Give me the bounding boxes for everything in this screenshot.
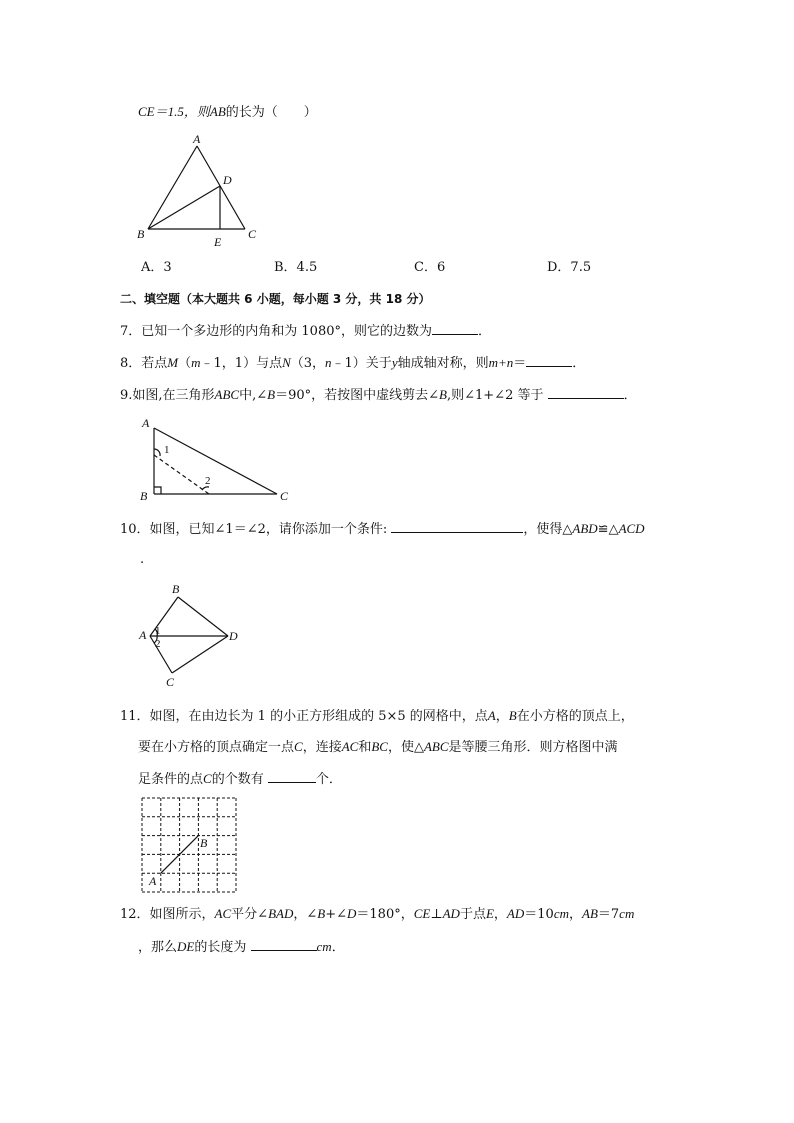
q12-line1 xyxy=(120,905,634,924)
q6-stem-prefix: CE＝1.5，则 xyxy=(138,104,210,119)
q12-text-6: ⊥ xyxy=(430,907,443,922)
q12-end: ． xyxy=(331,940,345,955)
q6-option-a: A．3 xyxy=(141,260,172,275)
q11-text-1b: ， xyxy=(495,709,509,724)
q12-unit-3: cm xyxy=(316,939,332,954)
q10-label-a: A xyxy=(139,628,147,642)
q11-text-3b: 的个数有 xyxy=(211,772,264,787)
q12-text-8: ， xyxy=(493,907,507,922)
q6-option-b: B．4.5 xyxy=(274,260,318,275)
q9-label-1: 1 xyxy=(164,444,170,456)
q12-segment-ce: CE xyxy=(413,906,431,921)
q8-expr-mn: m+n xyxy=(488,355,514,370)
q10-triangle-acd: ACD xyxy=(618,521,645,536)
q10-text-3: ≌△ xyxy=(597,522,619,537)
q8-text-5: ﹣1）关于 xyxy=(331,356,392,371)
q9-angle-b2: B xyxy=(439,387,447,402)
q8-text-7: ＝ xyxy=(513,356,527,371)
q8-text-4: （3， xyxy=(290,356,326,371)
q12-line2 xyxy=(138,937,345,957)
q12-blank xyxy=(251,937,317,951)
q11-text-3a: 足条件的点 xyxy=(138,772,204,787)
q12-segment-de: DE xyxy=(177,939,195,954)
q11-triangle-abc: ABC xyxy=(423,739,449,754)
q10-end: . xyxy=(140,552,145,567)
q12-segment-ad2: AD xyxy=(506,906,525,921)
q6-label-d: D xyxy=(223,173,232,187)
q6-stem-ab: AB xyxy=(209,104,226,119)
q12-segment-ac: AC xyxy=(214,906,232,921)
q11-text-2b: ，连接 xyxy=(302,740,342,755)
q12-text-5: ＝180°， xyxy=(356,907,414,922)
q12-unit-1: cm xyxy=(553,906,569,921)
q10-label-1: 1 xyxy=(155,625,161,637)
q6-option-d: D．7.5 xyxy=(547,260,592,275)
q8-text-1: 8．若点 xyxy=(120,356,168,371)
q10-label-d: D xyxy=(229,629,238,643)
q10-text-2: ，使得△ xyxy=(523,522,573,537)
q12-angle-b: B xyxy=(317,906,326,921)
q12-text-1: 12．如图所示， xyxy=(120,907,215,922)
q6-label-c: C xyxy=(248,227,257,241)
q9-angle-b: B xyxy=(267,387,276,402)
q11-point-c2: C xyxy=(203,771,212,786)
q11-segment-bc: BC xyxy=(371,739,388,754)
q9-triangle-abc: ABC xyxy=(214,387,240,402)
q8-text-2: （ xyxy=(178,356,192,371)
q9-text-1: 9.如图,在三角形 xyxy=(120,388,215,403)
q9-text-2: 中,∠ xyxy=(239,388,268,403)
q8-point-m: M xyxy=(167,355,179,370)
section2-title: 二、填空题（本大题共 6 小题，每小题 3 分，共 18 分） xyxy=(120,292,431,306)
q8-var-n: n xyxy=(325,355,332,370)
q6-option-c: C．6 xyxy=(414,260,446,275)
q9-label-b: B xyxy=(140,489,148,503)
q8-end: ． xyxy=(572,356,586,371)
q12-text-2a: ，那么 xyxy=(138,940,178,955)
q11-segment-ac: AC xyxy=(341,739,359,754)
q9-label-c: C xyxy=(280,489,289,503)
q11-text-1c: 在小方格的顶点上， xyxy=(516,709,634,724)
q11-label-b: B xyxy=(200,836,208,850)
q9-label-a: A xyxy=(142,416,150,430)
q11-text-2e: 是等腰三角形．则方格图中满 xyxy=(448,740,618,755)
q12-text-3: ，∠ xyxy=(293,907,318,922)
q12-text-11: ＝7 xyxy=(597,907,620,922)
q12-angle-d: D xyxy=(347,906,357,921)
q10-label-b: B xyxy=(172,582,180,596)
q9-end: ． xyxy=(623,388,637,403)
q11-text-2c: 和 xyxy=(358,740,372,755)
q6-label-e: E xyxy=(214,235,222,249)
q9-label-2: 2 xyxy=(205,475,211,487)
q12-text-4: +∠ xyxy=(325,907,348,922)
q12-segment-ab: AB xyxy=(582,906,598,921)
q10-label-2: 2 xyxy=(155,638,161,650)
q11-point-a: A xyxy=(487,708,496,723)
q12-text-10: ， xyxy=(568,907,582,922)
q11-text-1a: 11．如图，在由边长为 1 的小正方形组成的 5×5 的网格中，点 xyxy=(120,709,488,724)
q11-point-b: B xyxy=(508,708,517,723)
q11-text-2d: ，使△ xyxy=(387,740,424,755)
q10-label-c: C xyxy=(166,675,175,689)
q9-text-4: ,则∠1+∠2 等于 xyxy=(446,388,544,403)
q6-stem-suffix: 的长为（ ） xyxy=(225,105,317,120)
q12-text-2b: 的长度为 xyxy=(194,940,247,955)
q10-triangle-abd: ABD xyxy=(572,521,598,536)
q7-text: 7．已知一个多边形的内角和为 1080°，则它的边数为 xyxy=(120,324,432,339)
q11-text-2a: 要在小方格的顶点确定一点 xyxy=(138,740,295,755)
q12-text-7: 于点 xyxy=(459,907,486,922)
q12-text-9: ＝10 xyxy=(524,907,554,922)
q12-angle-bad: BAD xyxy=(268,906,294,921)
q8-axis-y: y xyxy=(391,355,398,370)
q12-unit-2: cm xyxy=(619,906,635,921)
q9-text-3: ＝90°，若按图中虚线剪去∠ xyxy=(275,388,440,403)
q12-segment-ad: AD xyxy=(442,906,460,921)
q6-label-b: B xyxy=(137,227,145,241)
q12-text-2: 平分∠ xyxy=(231,907,269,922)
q10-text-1: 10．如图，已知∠1＝∠2，请你添加一个条件: xyxy=(120,522,388,537)
q8-text-3: ﹣1，1）与点 xyxy=(200,356,283,371)
q7-end: ． xyxy=(478,324,492,339)
q6-label-a: A xyxy=(193,132,201,146)
q8-point-n: N xyxy=(282,355,291,370)
q11-text-3c: 个． xyxy=(315,772,342,787)
q12-point-e: E xyxy=(485,906,494,921)
q11-point-c: C xyxy=(294,739,303,754)
q8-text-6: 轴成轴对称，则 xyxy=(397,356,489,371)
q11-label-a: A xyxy=(149,874,157,888)
q8-var-m: m xyxy=(191,355,201,370)
